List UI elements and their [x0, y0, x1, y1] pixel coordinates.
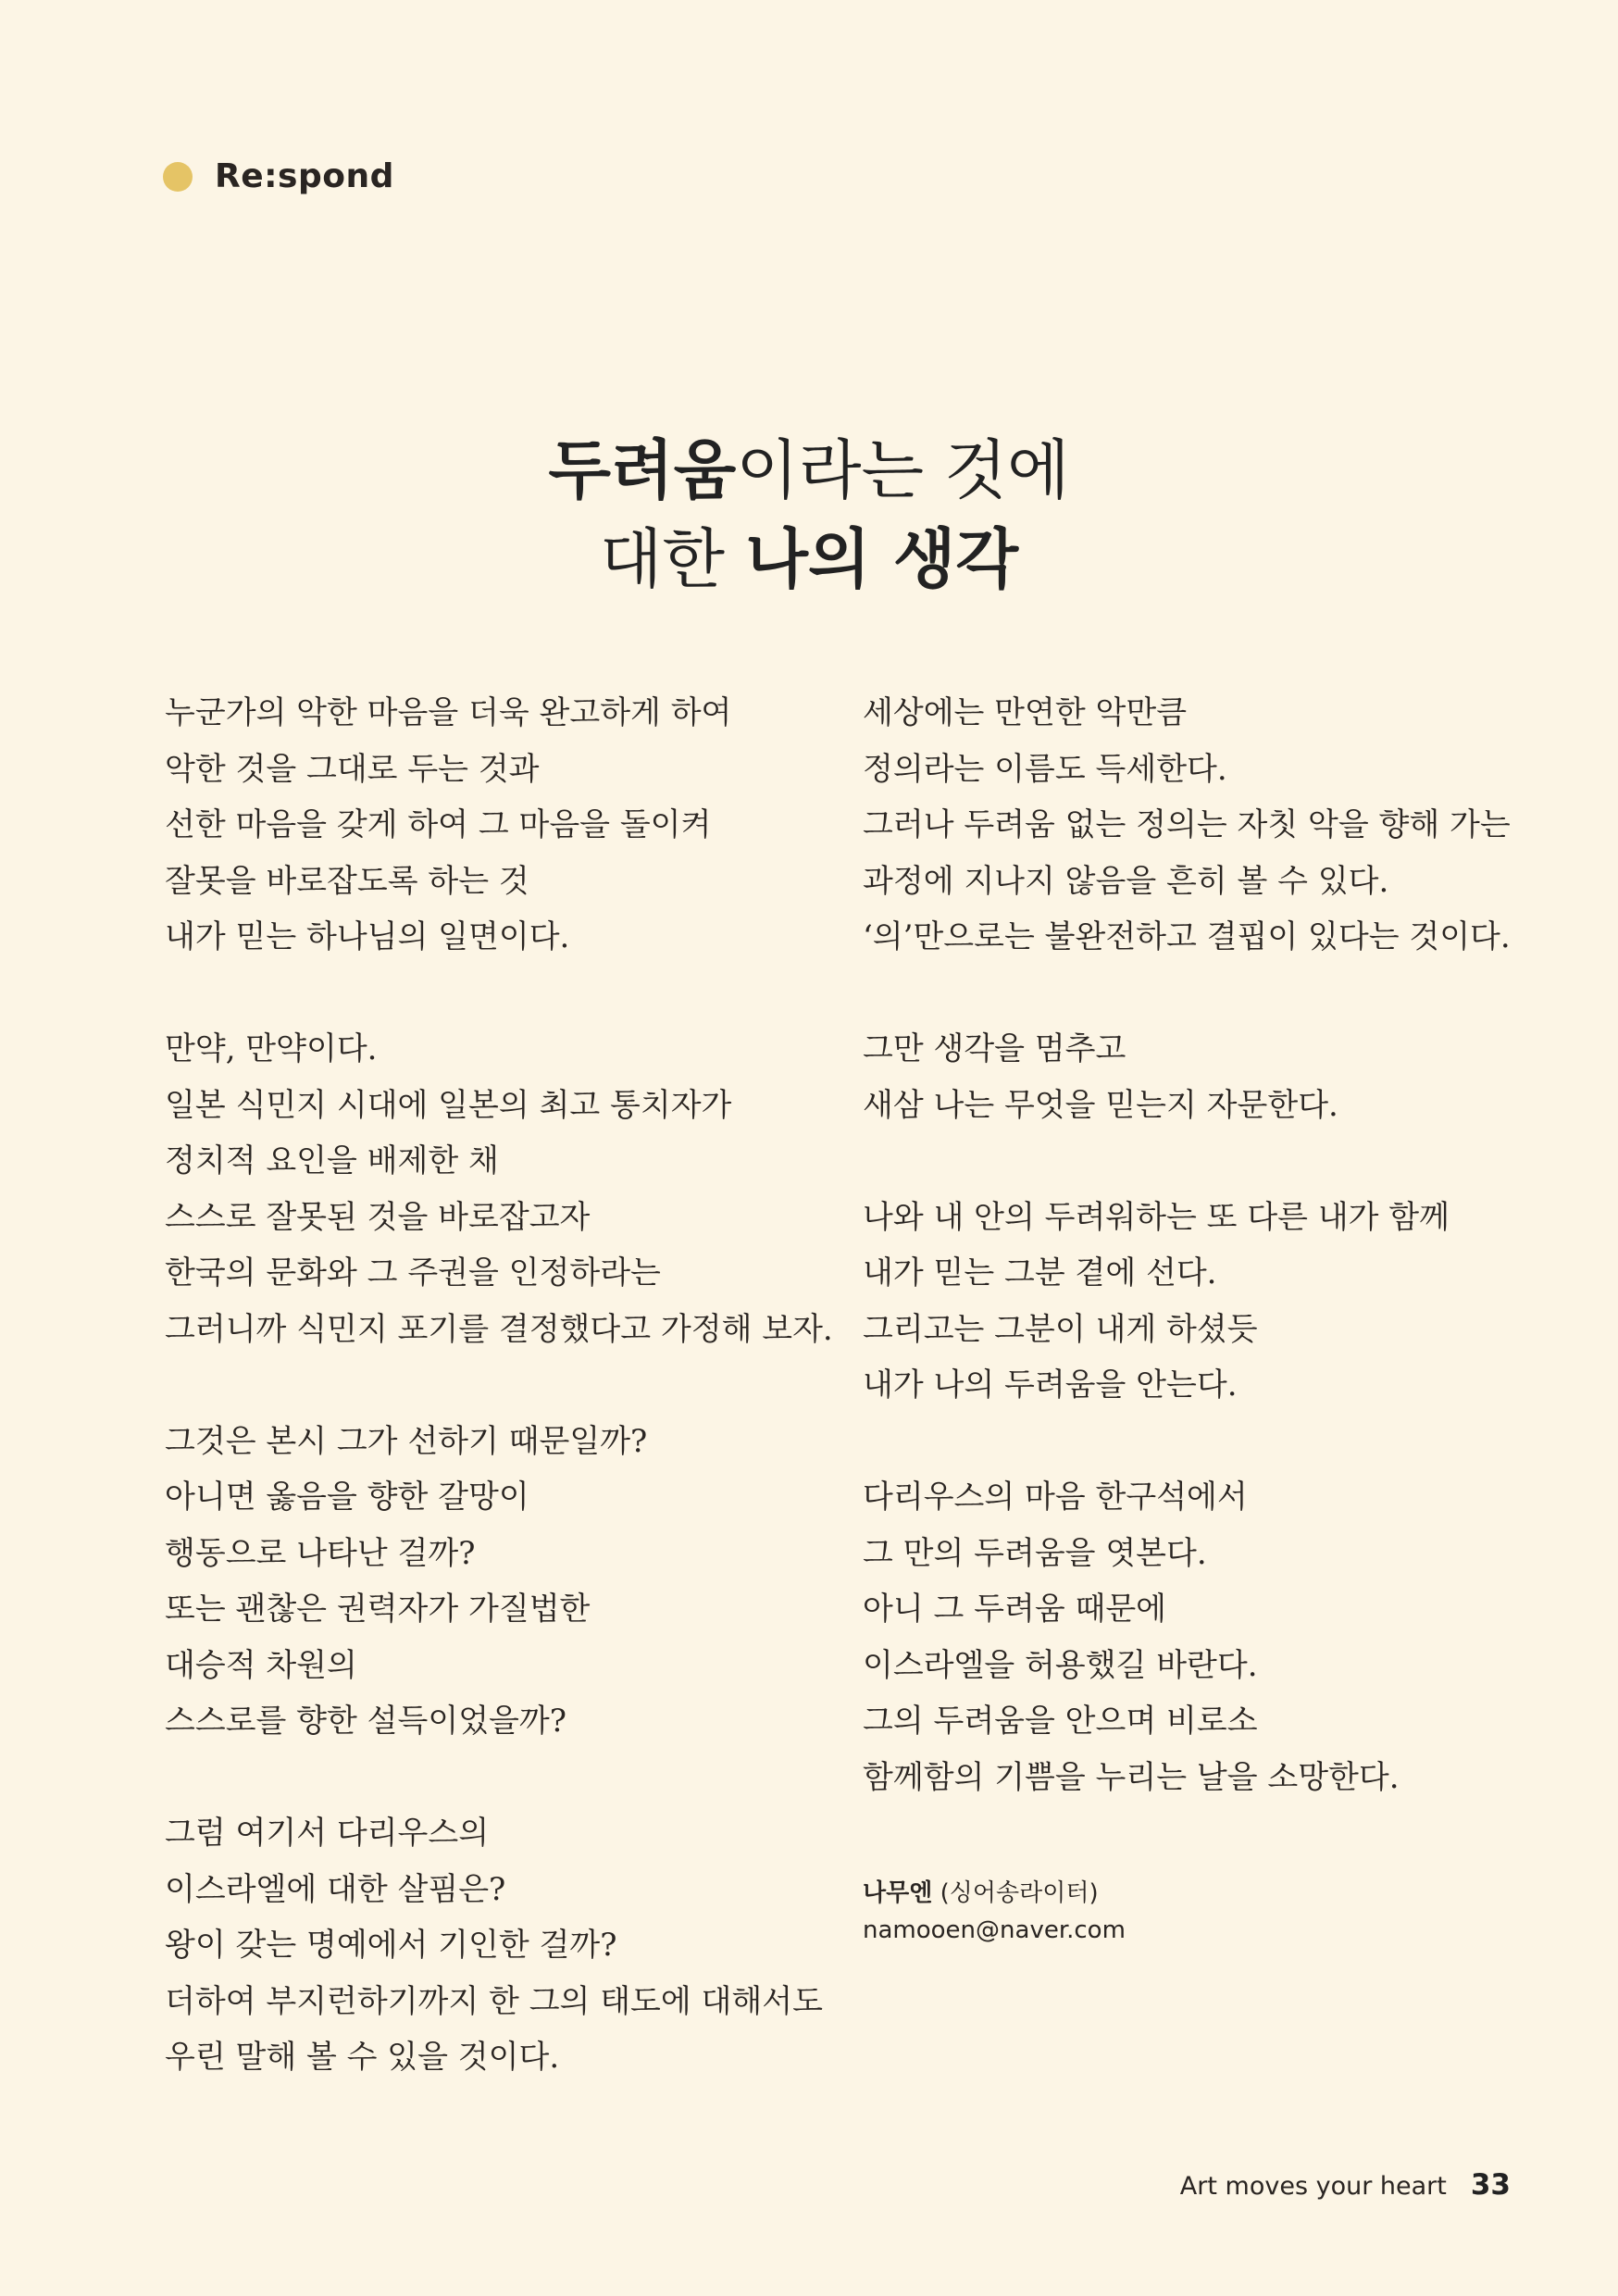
author-line [863, 1875, 1126, 1912]
title-text-2: 대한 [599, 521, 746, 597]
poem-line: 만약, 만약이다. [165, 1030, 378, 1067]
poem-line: 아니면 옳음을 향한 갈망이 [165, 1479, 529, 1516]
poem-line: 그만 생각을 멈추고 [863, 1030, 1126, 1067]
title-text-1: 이라는 것에 [736, 432, 1070, 508]
stanza [165, 1805, 831, 2086]
poem-line: 그것은 본시 그가 선하기 때문일까? [165, 1422, 648, 1460]
poem-line: 정치적 요인을 배제한 채 [165, 1142, 499, 1179]
title-line-2 [0, 515, 1618, 604]
poem-line: 왕이 갖는 명예에서 기인한 걸까? [165, 1927, 617, 1964]
poem-line: 내가 믿는 그분 곁에 선다. [863, 1254, 1217, 1292]
poem-line: 일본 식민지 시대에 일본의 최고 통치자가 [165, 1086, 732, 1124]
poem-line: 이스라엘을 허용했길 바란다. [863, 1646, 1258, 1684]
section-dot-icon [163, 162, 193, 192]
poem-line: 그럼 여기서 다리우스의 [165, 1815, 490, 1852]
poem-line: 그의 두려움을 안으며 비로소 [863, 1703, 1258, 1740]
poem-line: 그러나 두려움 없는 정의는 자칫 악을 향해 가는 [863, 806, 1511, 843]
stanza [165, 1414, 831, 1750]
author-block [863, 1875, 1126, 1949]
article-title [0, 426, 1618, 604]
section-label: Re:spond [215, 157, 394, 195]
poem-line: 내가 믿는 하나님의 일면이다. [165, 918, 570, 955]
author-role: (싱어송라이터) [940, 1879, 1099, 1907]
stanza [863, 1190, 1529, 1414]
author-email: namooen@naver.com [863, 1916, 1126, 1944]
page-number: 33 [1470, 2168, 1511, 2202]
poem-line: 행동으로 나타난 걸까? [165, 1534, 476, 1572]
stanza [863, 685, 1529, 966]
section-tag [163, 157, 394, 195]
poem-line: 누군가의 악한 마음을 더욱 완고하게 하여 [165, 694, 732, 731]
poem-line: 나와 내 안의 두려워하는 또 다른 내가 함께 [863, 1198, 1450, 1236]
poem-line: 더하여 부지런하기까지 한 그의 태도에 대해서도 [165, 1982, 823, 2020]
poem-line: 그리고는 그분이 내게 하셨듯 [863, 1310, 1258, 1348]
poem-line: 그 만의 두려움을 엿본다. [863, 1534, 1207, 1572]
poem-line: 한국의 문화와 그 주권을 인정하라는 [165, 1254, 661, 1292]
footer-slogan: Art moves your heart [1179, 2172, 1447, 2201]
page-footer [1180, 2168, 1511, 2202]
poem-line: 새삼 나는 무엇을 믿는지 자문한다. [863, 1086, 1338, 1124]
poem-line: 스스로 잘못된 것을 바로잡고자 [165, 1198, 591, 1236]
poem-line: 아니 그 두려움 때문에 [863, 1591, 1167, 1628]
poem-line: 함께함의 기쁨을 누리는 날을 소망한다. [863, 1758, 1400, 1796]
poem-line: 선한 마음을 갖게 하여 그 마음을 돌이켜 [165, 806, 712, 843]
stanza [863, 1021, 1529, 1133]
stanza [165, 1021, 831, 1357]
poem-line: 세상에는 만연한 악만큼 [863, 694, 1188, 731]
poem-line: 대승적 차원의 [165, 1646, 357, 1684]
stanza [165, 685, 831, 966]
poem-line: 그러니까 식민지 포기를 결정했다고 가정해 보자. [165, 1310, 833, 1348]
poem-line: 다리우스의 마음 한구석에서 [863, 1479, 1248, 1516]
poem-line: 스스로를 향한 설득이었을까? [165, 1703, 566, 1740]
poem-line: 정의라는 이름도 득세한다. [863, 750, 1227, 788]
right-column [863, 685, 1529, 1805]
title-line-1 [0, 426, 1618, 515]
title-bold-2: 나의 생각 [745, 520, 1019, 597]
poem-line: 우린 말해 볼 수 있을 것이다. [165, 2039, 560, 2076]
left-column [165, 685, 831, 2086]
poem-line: 악한 것을 그대로 두는 것과 [165, 750, 540, 788]
stanza [863, 1469, 1529, 1805]
poem-line: 잘못을 바로잡도록 하는 것 [165, 862, 529, 900]
author-name: 나무엔 [863, 1879, 933, 1907]
poem-line: ‘의’만으로는 불완전하고 결핍이 있다는 것이다. [863, 918, 1511, 955]
title-bold-1: 두려움 [548, 431, 737, 508]
poem-line: 또는 괜찮은 권력자가 가질법한 [165, 1591, 591, 1628]
poem-line: 내가 나의 두려움을 안는다. [863, 1366, 1238, 1404]
poem-line: 이스라엘에 대한 살핌은? [165, 1870, 506, 1908]
poem-line: 과정에 지나지 않음을 흔히 볼 수 있다. [863, 862, 1389, 900]
